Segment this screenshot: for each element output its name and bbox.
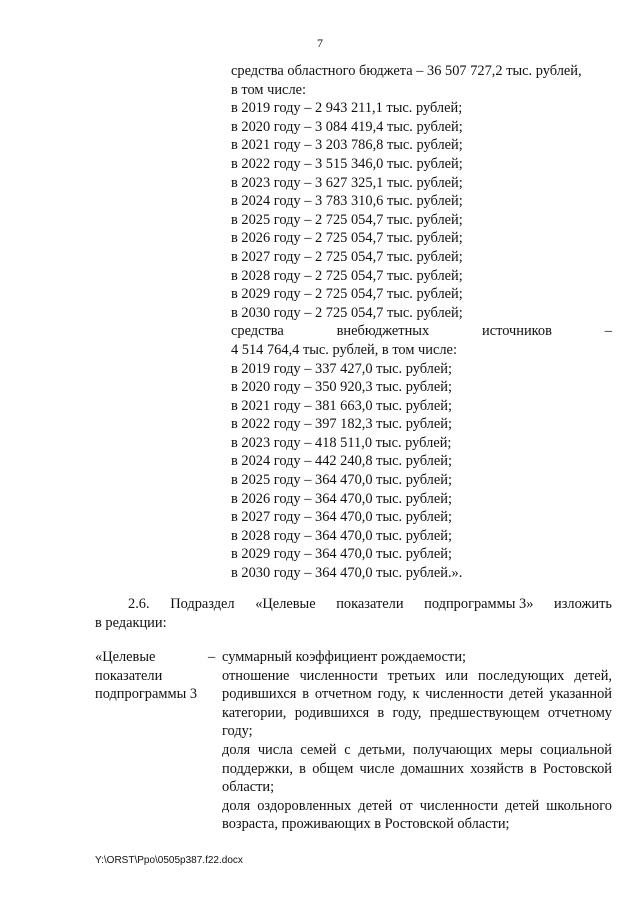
extra-year-line: в 2028 году – 364 470,0 тыс. рублей; <box>231 527 452 544</box>
target-indicator-item: суммарный коэффициент рождаемости; <box>222 649 467 665</box>
regional-year-line: в 2027 году – 2 725 054,7 тыс. рублей; <box>231 248 463 265</box>
targets-label-line: подпрограммы 3 <box>95 686 198 703</box>
section-word: «Целевые <box>255 596 316 612</box>
targets-label-line: «Целевые <box>95 649 156 665</box>
extra-year-line: в 2021 году – 381 663,0 тыс. рублей; <box>231 397 452 414</box>
regional-budget-total: средства областного бюджета – 36 507 727,2 тыс. рублей, <box>231 63 582 79</box>
section-2-6-paragraph <box>95 595 612 632</box>
extra-year-line: в 2030 году – 364 470,0 тыс. рублей.». <box>231 565 463 582</box>
targets-dash: – <box>208 649 216 665</box>
section-word: подпрограммы 3» <box>424 596 534 612</box>
extra-budget-total: 4 514 764,4 тыс. рублей, в том числе: <box>231 341 457 358</box>
section-line-2: в редакции: <box>95 614 167 631</box>
budget-funding-block <box>231 62 612 583</box>
extra-year-line: в 2022 году – 397 182,3 тыс. рублей; <box>231 416 452 433</box>
extra-word: источников <box>482 323 552 340</box>
section-word: Подраздел <box>170 596 235 612</box>
extra-year-line: в 2020 году – 350 920,3 тыс. рублей; <box>231 379 452 396</box>
extra-word: средства <box>231 323 284 340</box>
page-number: 7 <box>317 36 323 50</box>
target-indicator-item: доля числа семей с детьми, получающих меры социальной поддержки, в общем числе домашних хозяйств в Ростовской области; <box>222 741 612 796</box>
extra-word: внебюджетных <box>336 323 430 340</box>
regional-year-line: в 2019 году – 2 943 211,1 тыс. рублей; <box>231 100 463 117</box>
section-word: изложить <box>554 596 612 612</box>
extra-budget-heading <box>231 322 612 341</box>
extra-year-line: в 2027 году – 364 470,0 тыс. рублей; <box>231 509 452 526</box>
section-word: показатели <box>336 596 404 612</box>
regional-year-line: в 2030 году – 2 725 054,7 тыс. рублей; <box>231 304 463 321</box>
targets-items <box>222 648 612 834</box>
section-word: 2.6. <box>128 596 150 612</box>
extra-year-line: в 2029 году – 364 470,0 тыс. рублей; <box>231 546 452 563</box>
extra-year-line: в 2019 году – 337 427,0 тыс. рублей; <box>231 360 452 377</box>
regional-year-line: в 2029 году – 2 725 054,7 тыс. рублей; <box>231 286 463 303</box>
regional-year-line: в 2023 году – 3 627 325,1 тыс. рублей; <box>231 174 463 191</box>
regional-year-line: в 2022 году – 3 515 346,0 тыс. рублей; <box>231 155 463 172</box>
regional-budget-including: в том числе: <box>231 81 307 98</box>
targets-label <box>95 648 205 704</box>
regional-year-line: в 2026 году – 2 725 054,7 тыс. рублей; <box>231 230 463 247</box>
regional-year-line: в 2020 году – 3 084 419,4 тыс. рублей; <box>231 118 463 135</box>
regional-year-line: в 2021 году – 3 203 786,8 тыс. рублей; <box>231 137 463 154</box>
targets-label-line: показатели <box>95 667 163 684</box>
section-line-1 <box>95 595 612 614</box>
extra-year-line: в 2024 году – 442 240,8 тыс. рублей; <box>231 453 452 470</box>
regional-year-line: в 2028 году – 2 725 054,7 тыс. рублей; <box>231 267 463 284</box>
extra-year-line: в 2025 году – 364 470,0 тыс. рублей; <box>231 472 452 489</box>
extra-year-line: в 2026 году – 364 470,0 тыс. рублей; <box>231 490 452 507</box>
extra-word: – <box>604 323 612 340</box>
extra-year-line: в 2023 году – 418 511,0 тыс. рублей; <box>231 434 452 451</box>
regional-year-line: в 2024 году – 3 783 310,6 тыс. рублей; <box>231 193 463 210</box>
file-path-footer: Y:\ORST\Ppo\0505p387.f22.docx <box>95 855 243 866</box>
regional-year-line: в 2025 году – 2 725 054,7 тыс. рублей; <box>231 211 463 228</box>
target-indicator-item: отношение численности третьих или последующих детей, родившихся в отчетном году, к численности детей указанной категории, родившихся в году, предшествующем отчетному году; <box>222 667 612 740</box>
target-indicator-item: доля оздоровленных детей от численности детей школьного возраста, проживающих в Ростовской области; <box>222 797 612 833</box>
